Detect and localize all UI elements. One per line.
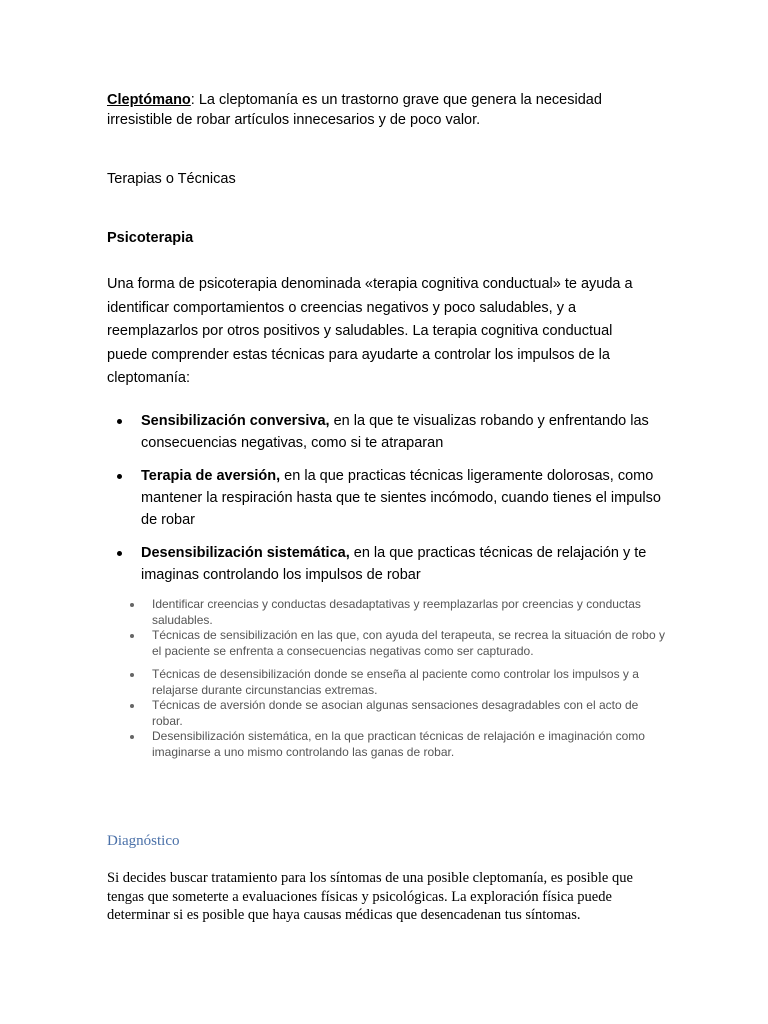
technique-description: en la que te visualizas robando y enfrentando las consecuencias negativas, como si te atraparan	[141, 413, 649, 451]
note-text: Desensibilización sistemática, en la que practican técnicas de relajación e imaginación como imaginarse a uno mismo controlando las ganas de robar.	[152, 729, 645, 759]
bullet-icon	[130, 704, 134, 708]
bullet-icon	[130, 603, 134, 607]
technique-description: en la que practicas técnicas de relajación y te imaginas controlando los impulsos de robar	[141, 545, 647, 583]
bullet-icon	[117, 419, 122, 424]
bullet-icon	[130, 634, 134, 638]
psychotherapy-paragraph: Una forma de psicoterapia denominada «terapia cognitiva conductual» te ayuda a identificar comportamientos o creencias negativos y poco saludables, y a reemplazarlos por otros positivos y saludables. La terapia cognitiva conductual puede comprender estas técnicas para ayudarte a controlar los impulsos de la cleptomanía:	[107, 276, 633, 386]
diagnosis-paragraph: Si decides buscar tratamiento para los síntomas de una posible cleptomanía, es posible que tengas que someterte a evaluaciones físicas y psicológicas. La exploración física puede determinar si es posible que haya causas médicas que desencadenan tus síntomas.	[107, 870, 633, 923]
bullet-icon	[117, 551, 122, 556]
psychotherapy-heading: Psicoterapia	[107, 230, 194, 246]
note-text: Técnicas de desensibilización donde se enseña al paciente como controlar los impulsos y a relajarse durante circunstancias extremas.	[152, 667, 639, 697]
technique-name: Sensibilización conversiva,	[141, 413, 330, 429]
technique-name: Desensibilización sistemática,	[141, 545, 350, 561]
list-item	[127, 698, 672, 729]
techniques-list	[107, 410, 667, 586]
technique-description: en la que practicas técnicas ligeramente dolorosas, como mantener la respiración hasta que te sientes incómodo, cuando tienes el impulso de robar	[141, 468, 661, 528]
list-item	[107, 465, 667, 531]
diagnosis-title: Diagnóstico	[107, 833, 180, 849]
notes-list	[127, 597, 672, 760]
intro-term: Cleptómano	[107, 92, 191, 108]
note-text: Técnicas de aversión donde se asocian algunas sensaciones desagradables con el acto de robar.	[152, 698, 639, 728]
intro-definition: : La cleptomanía es un trastorno grave que genera la necesidad irresistible de robar artículos innecesarios y de poco valor.	[107, 92, 602, 128]
list-item	[107, 410, 667, 454]
list-item	[127, 628, 672, 659]
section-title: Terapias o Técnicas	[107, 171, 236, 187]
bullet-icon	[130, 673, 134, 677]
bullet-icon	[117, 474, 122, 479]
list-item	[127, 597, 672, 628]
bullet-icon	[130, 735, 134, 739]
list-item	[127, 667, 672, 698]
list-item	[127, 729, 672, 760]
intro-paragraph	[107, 90, 647, 130]
list-item	[107, 542, 667, 586]
note-text: Técnicas de sensibilización en las que, con ayuda del terapeuta, se recrea la situación de robo y el paciente se enfrenta a consecuencias negativas como ser capturado.	[152, 628, 665, 658]
technique-name: Terapia de aversión,	[141, 468, 281, 484]
note-text: Identificar creencias y conductas desadaptativas y reemplazarlas por creencias y conductas saludables.	[152, 597, 641, 627]
